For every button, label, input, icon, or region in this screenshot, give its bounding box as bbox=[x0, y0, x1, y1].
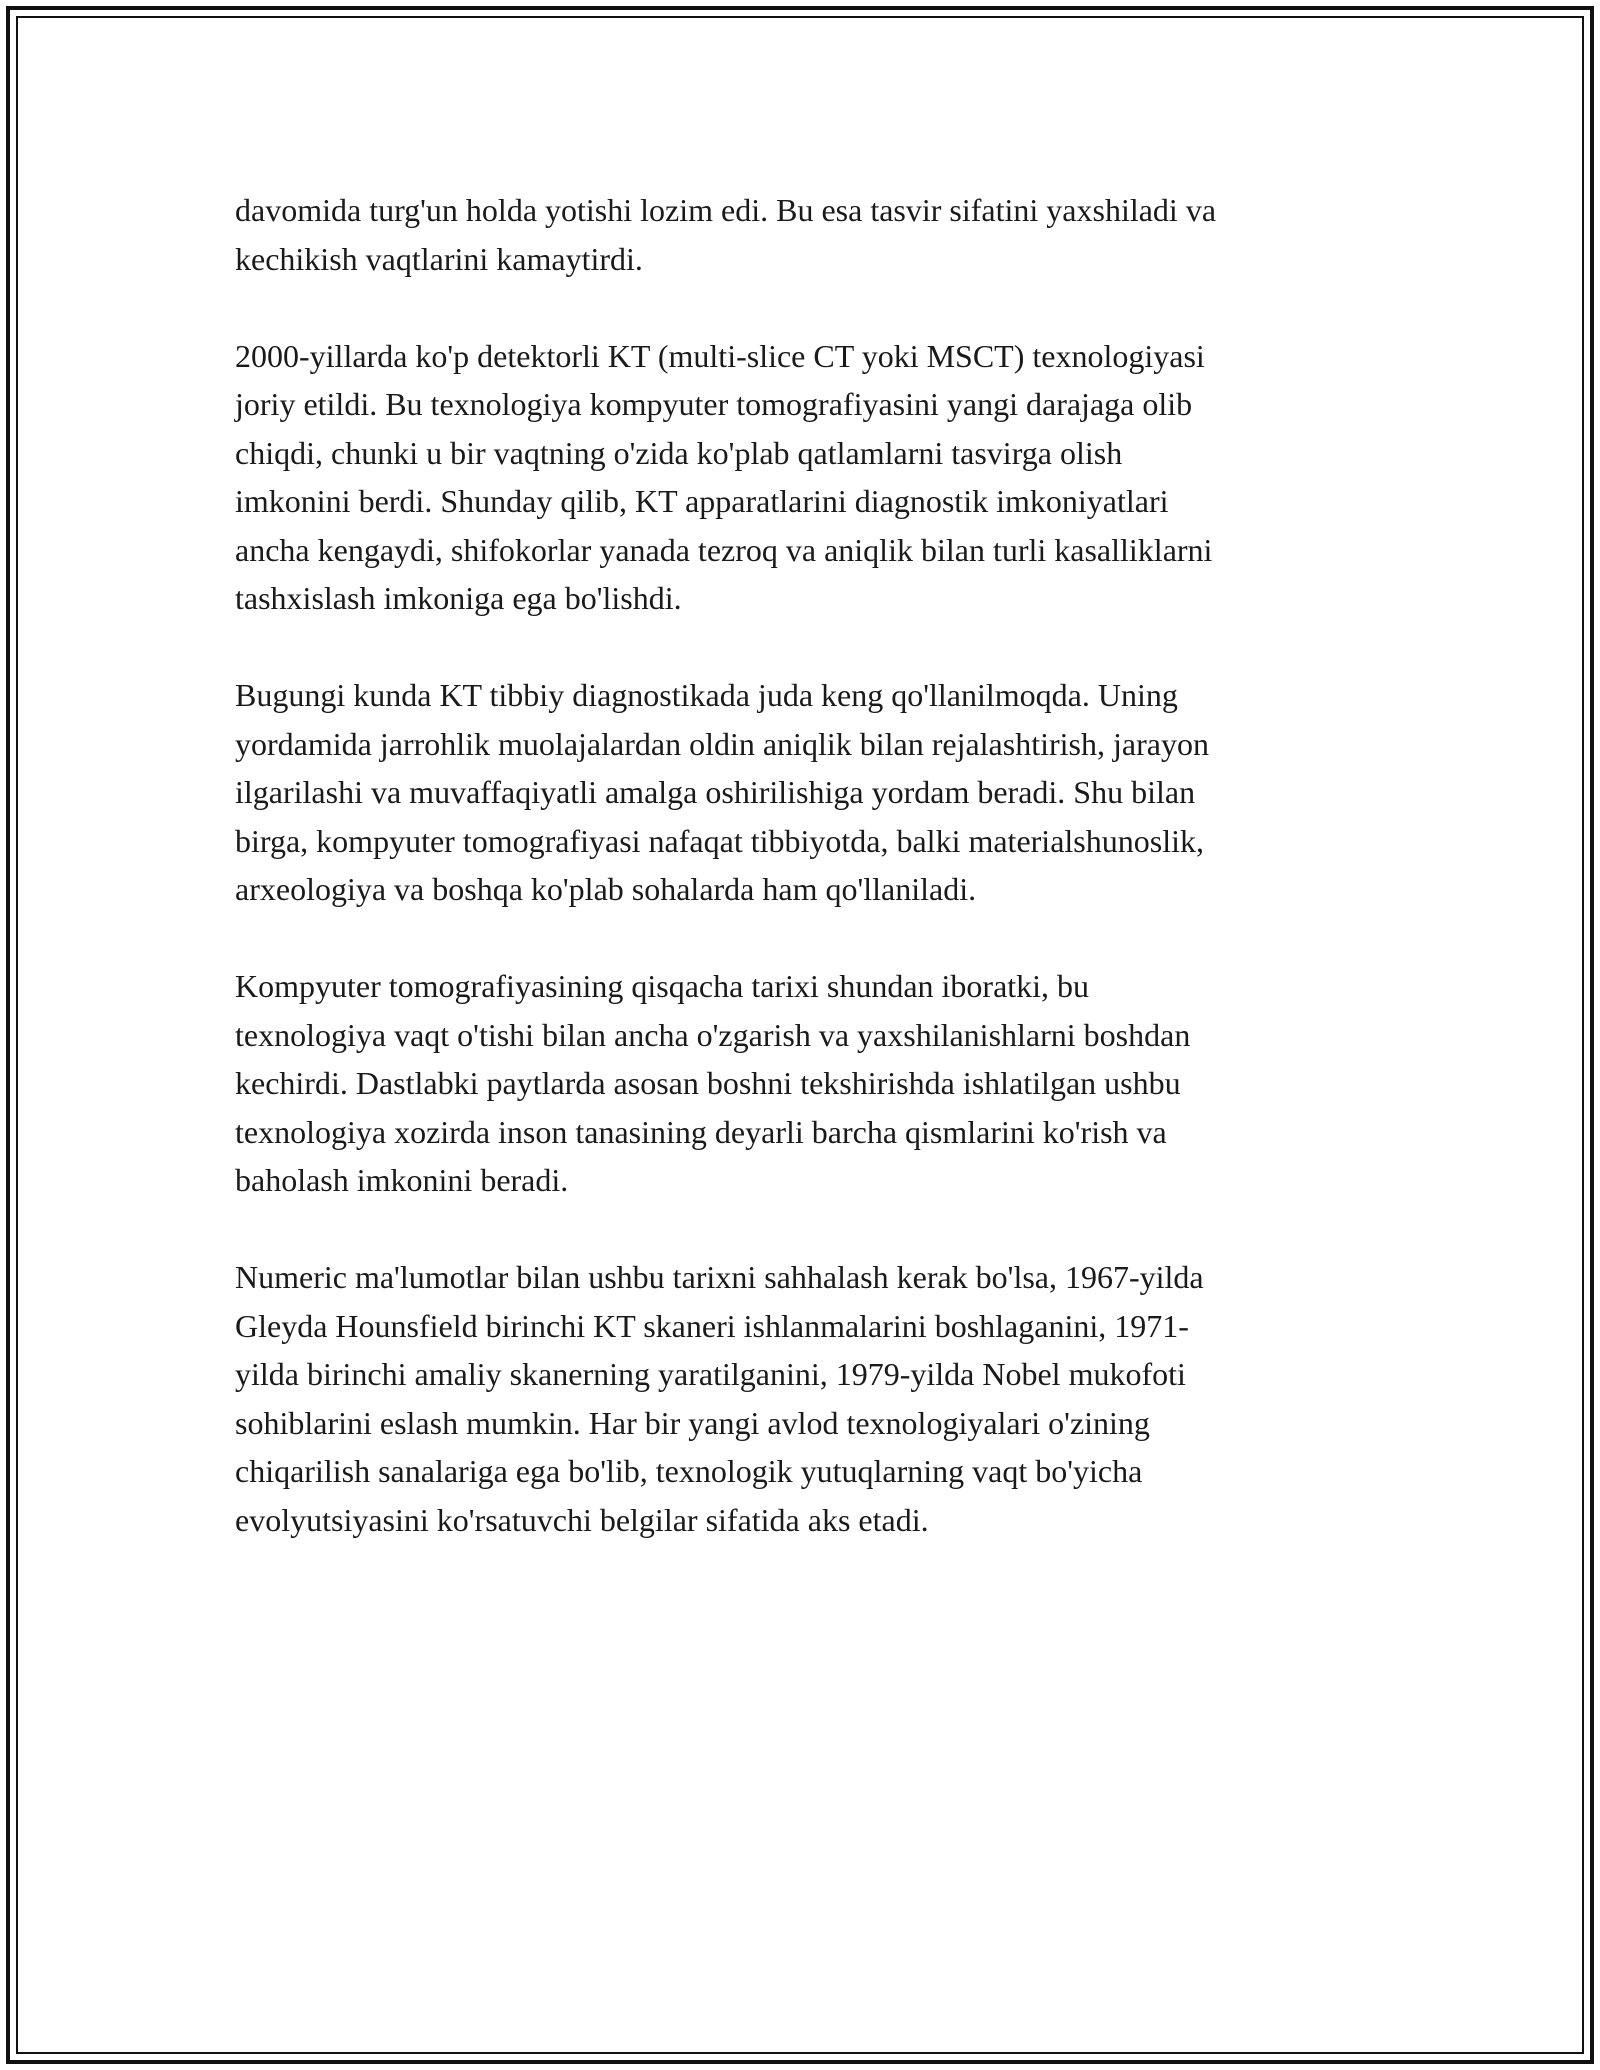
paragraph-2 bbox=[235, 332, 1365, 623]
paragraph-line: chiqarilish sanalariga ega bo'lib, texnologik yutuqlarning vaqt bo'yicha bbox=[235, 1453, 1143, 1489]
paragraph-3 bbox=[235, 671, 1365, 914]
document-body bbox=[235, 186, 1365, 1593]
paragraph-5 bbox=[235, 1253, 1365, 1544]
paragraph-line: Bugungi kunda KT tibbiy diagnostikada juda keng qo'llanilmoqda. Uning bbox=[235, 677, 1178, 713]
paragraph-line: Kompyuter tomografiyasining qisqacha tarixi shundan iboratki, bu bbox=[235, 968, 1090, 1004]
paragraph-line: tashxislash imkoniga ega bo'lishdi. bbox=[235, 580, 682, 616]
paragraph-line: sohiblarini eslash mumkin. Har bir yangi avlod texnologiyalari o'zining bbox=[235, 1404, 1150, 1441]
paragraph-4 bbox=[235, 962, 1365, 1205]
paragraph-line: ancha kengaydi, shifokorlar yanada tezroq va aniqlik bilan turli kasalliklarni bbox=[235, 531, 1213, 568]
paragraph-line: joriy etildi. Bu texnologiya kompyuter tomografiyasini yangi darajaga olib bbox=[235, 386, 1193, 422]
paragraph-line: arxeologiya va boshqa ko'plab sohalarda ham qo'llaniladi. bbox=[235, 871, 977, 907]
paragraph-line: texnologiya vaqt o'tishi bilan ancha o'zgarish va yaxshilanishlarni boshdan bbox=[235, 1016, 1191, 1053]
paragraph-line: imkonini berdi. Shunday qilib, KT apparatlarini diagnostik imkoniyatlari bbox=[235, 483, 1169, 519]
paragraph-line: ilgarilashi va muvaffaqiyatli amalga oshirilishiga yordam beradi. Shu bilan bbox=[235, 774, 1196, 810]
paragraph-line: davomida turg'un holda yotishi lozim edi. Bu esa tasvir sifatini yaxshiladi va bbox=[235, 192, 1217, 228]
paragraph-line: kechikish vaqtlarini kamaytirdi. bbox=[235, 240, 643, 277]
paragraph-line: Gleyda Hounsfield birinchi KT skaneri ishlanmalarini boshlaganini, 1971- bbox=[235, 1307, 1189, 1344]
paragraph-line: evolyutsiyasini ko'rsatuvchi belgilar sifatida aks etadi. bbox=[235, 1501, 929, 1538]
paragraph-line: baholash imkonini beradi. bbox=[235, 1162, 569, 1198]
paragraph-line: chiqdi, chunki u bir vaqtning o'zida ko'plab qatlamlarni tasvirga olish bbox=[235, 434, 1123, 471]
paragraph-line: yordamida jarrohlik muolajalardan oldin aniqlik bilan rejalashtirish, jarayon bbox=[235, 725, 1209, 762]
paragraph-line: kechirdi. Dastlabki paytlarda asosan boshni tekshirishda ishlatilgan ushbu bbox=[235, 1065, 1181, 1101]
paragraph-1 bbox=[235, 186, 1365, 283]
paragraph-line: birga, kompyuter tomografiyasi nafaqat tibbiyotda, balki materialshunoslik, bbox=[235, 822, 1204, 859]
paragraph-line: Numeric ma'lumotlar bilan ushbu tarixni sahhalash kerak bo'lsa, 1967-yilda bbox=[235, 1259, 1204, 1295]
paragraph-line: yilda birinchi amaliy skanerning yaratilganini, 1979-yilda Nobel mukofoti bbox=[235, 1356, 1186, 1392]
paragraph-line: 2000-yillarda ko'p detektorli KT (multi-slice CT yoki MSCT) texnologiyasi bbox=[235, 337, 1205, 374]
paragraph-line: texnologiya xozirda inson tanasining deyarli barcha qismlarini ko'rish va bbox=[235, 1113, 1167, 1150]
